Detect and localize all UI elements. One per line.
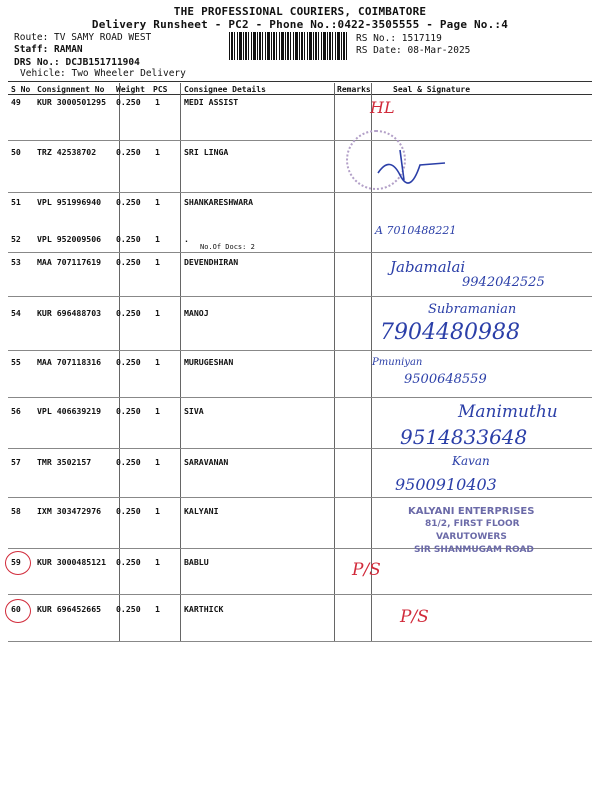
row-consignment: IXM 303472976	[37, 506, 102, 516]
row-consignment: KUR 3000501295	[37, 97, 107, 107]
row-weight: 0.250	[116, 308, 141, 318]
row-weight: 0.250	[116, 604, 141, 614]
row-pcs: 1	[155, 604, 160, 614]
company-title: THE PROFESSIONAL COURIERS, COIMBATORE	[173, 5, 427, 18]
row-sno: 50	[11, 147, 21, 157]
row-consignment: TMR 3502157	[37, 457, 92, 467]
row-sno: 49	[11, 97, 21, 107]
handwritten-name: Kavan	[452, 454, 490, 468]
row-weight: 0.250	[116, 234, 141, 244]
row-consignee: SRI LINGA	[184, 147, 229, 157]
col-header-seal: Seal & Signature	[393, 85, 471, 94]
vehicle-label: Vehicle: Two Wheeler Delivery	[20, 68, 186, 79]
row-consignee: BABLU	[184, 557, 209, 567]
row-sno: 56	[11, 406, 21, 416]
row-consignee: SIVA	[184, 406, 204, 416]
col-header-pcs: PCS	[153, 85, 168, 94]
col-header-sno: S No	[11, 85, 31, 94]
col-divider	[180, 83, 181, 641]
row-sno: 58	[11, 506, 21, 516]
handwritten-phone: 9500910403	[395, 475, 497, 494]
row-consignment: MAA 707118316	[37, 357, 102, 367]
row-divider	[8, 252, 592, 253]
row-sno: 52	[11, 234, 21, 244]
row-consignee: SARAVANAN	[184, 457, 229, 467]
row-sno: 59	[11, 557, 21, 567]
row-consignment: VPL 951996940	[37, 197, 102, 207]
handwritten-phone: 9942042525	[462, 275, 545, 290]
col-divider	[334, 83, 335, 641]
stamp-line: 81/2, FIRST FLOOR	[425, 519, 520, 529]
row-divider	[8, 497, 592, 498]
row-pcs: 1	[155, 506, 160, 516]
row-consignee: MEDI ASSIST	[184, 97, 239, 107]
table-bottom-rule	[8, 641, 592, 642]
col-header-remarks: Remarks	[337, 85, 371, 94]
row-weight: 0.250	[116, 557, 141, 567]
row-divider	[8, 594, 592, 595]
handwritten-mark: P/S	[400, 607, 429, 627]
row-sno: 55	[11, 357, 21, 367]
row-consignee: MURUGESHAN	[184, 357, 234, 367]
handwritten-name: Subramanian	[428, 302, 517, 317]
row-consignee: KALYANI	[184, 506, 219, 516]
row-consignment: KUR 696452665	[37, 604, 102, 614]
barcode	[229, 32, 349, 60]
handwritten-phone: 7904480988	[380, 320, 520, 345]
row-weight: 0.250	[116, 97, 141, 107]
row-sno: 51	[11, 197, 21, 207]
rs-number: RS No.: 1517119	[356, 33, 442, 44]
row-divider	[8, 350, 592, 351]
row-divider	[8, 296, 592, 297]
row-consignment: MAA 707117619	[37, 257, 102, 267]
row-pcs: 1	[155, 557, 160, 567]
row-pcs: 1	[155, 357, 160, 367]
handwritten-name: Manimuthu	[458, 402, 558, 422]
row-divider	[8, 140, 592, 141]
row-weight: 0.250	[116, 357, 141, 367]
row-consignee: DEVENDHIRAN	[184, 257, 239, 267]
table-top-rule	[8, 81, 592, 82]
row-divider	[8, 192, 592, 193]
row-weight: 0.250	[116, 197, 141, 207]
row-consignment: TRZ 42538702	[37, 147, 97, 157]
row-pcs: 1	[155, 308, 160, 318]
handwritten-name: Jabamalai	[390, 258, 466, 276]
drs-number: DRS No.: DCJB151711904	[14, 57, 140, 68]
row-pcs: 1	[155, 97, 160, 107]
row-pcs: 1	[155, 234, 160, 244]
row-weight: 0.250	[116, 457, 141, 467]
handwritten-phone: 9514833648	[400, 425, 528, 449]
row-consignment: VPL 952009506	[37, 234, 102, 244]
col-header-weight: Weight	[116, 85, 145, 94]
rs-date: RS Date: 08-Mar-2025	[356, 45, 471, 56]
row-weight: 0.250	[116, 257, 141, 267]
col-header-consignment: Consignment No	[37, 85, 105, 94]
row-pcs: 1	[155, 147, 160, 157]
signature-scribble	[370, 145, 450, 185]
handwritten-phone: A 7010488221	[375, 224, 457, 237]
red-circle-mark	[5, 599, 31, 623]
row-consignment: KUR 696488703	[37, 308, 102, 318]
row-consignee: SHANKARESHWARA	[184, 197, 254, 207]
stamp-line: SIR SHANMUGAM ROAD	[414, 545, 534, 555]
row-consignment: VPL 406639219	[37, 406, 102, 416]
row-consignee: MANOJ	[184, 308, 209, 318]
stamp-line: VARUTOWERS	[436, 532, 507, 542]
row-pcs: 1	[155, 406, 160, 416]
col-header-consignee: Consignee Details	[184, 85, 266, 94]
row-weight: 0.250	[116, 406, 141, 416]
handwritten-name: Pmuniyan	[372, 357, 423, 368]
row-docs-count: No.Of Docs: 2	[200, 243, 255, 251]
handwritten-initials: HL	[370, 98, 395, 117]
row-pcs: 1	[155, 197, 160, 207]
row-consignment: KUR 3000485121	[37, 557, 107, 567]
row-consignee: KARTHICK	[184, 604, 224, 614]
red-circle-mark	[5, 551, 31, 575]
row-sno: 60	[11, 604, 21, 614]
runsheet-subtitle: Delivery Runsheet - PC2 - Phone No.:0422-3505555 - Page No.:4	[91, 18, 509, 31]
row-pcs: 1	[155, 457, 160, 467]
row-consignee: .	[184, 234, 189, 244]
row-pcs: 1	[155, 257, 160, 267]
table-header-rule	[8, 94, 592, 95]
row-sno: 54	[11, 308, 21, 318]
row-weight: 0.250	[116, 506, 141, 516]
row-sno: 53	[11, 257, 21, 267]
row-sno: 57	[11, 457, 21, 467]
stamp-line: KALYANI ENTERPRISES	[408, 506, 535, 517]
handwritten-mark: P/S	[352, 560, 381, 580]
route-label: Route: TV SAMY ROAD WEST	[14, 32, 152, 43]
staff-label: Staff: RAMAN	[14, 44, 83, 55]
row-divider	[8, 397, 592, 398]
row-weight: 0.250	[116, 147, 141, 157]
handwritten-phone: 9500648559	[404, 372, 487, 387]
